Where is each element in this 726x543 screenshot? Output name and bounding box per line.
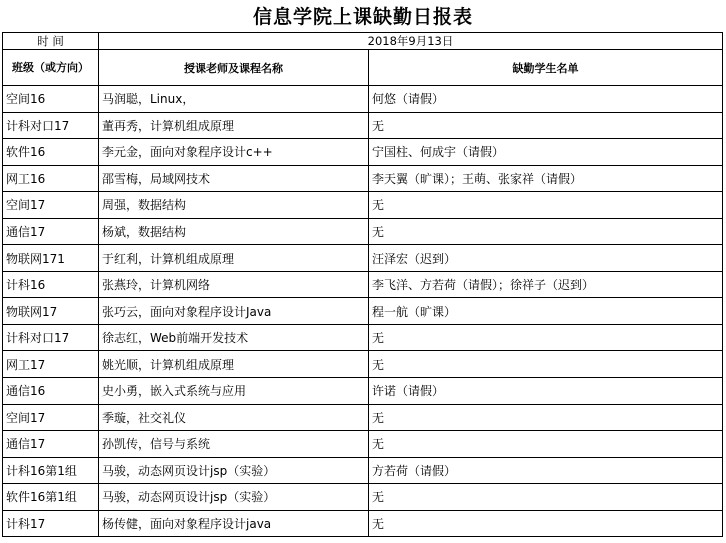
course-cell: 马润聪，Linux， <box>99 86 369 113</box>
absent-cell: 无 <box>369 192 723 219</box>
class-cell: 软件16 <box>3 139 99 166</box>
table-row <box>3 324 723 351</box>
class-cell: 通信17 <box>3 218 99 245</box>
table-row <box>3 218 723 245</box>
course-header: 授课老师及课程名称 <box>99 50 369 86</box>
course-cell: 季璇，社交礼仪 <box>99 404 369 431</box>
absent-cell: 程一航（旷课） <box>369 298 723 325</box>
absent-cell: 方若荷（请假） <box>369 457 723 484</box>
course-cell: 史小勇，嵌入式系统与应用 <box>99 378 369 405</box>
course-cell: 徐志红，Web前端开发技术 <box>99 324 369 351</box>
date-row <box>3 33 723 50</box>
absent-cell: 汪泽宏（迟到） <box>369 245 723 272</box>
course-cell: 董再秀，计算机组成原理 <box>99 112 369 139</box>
table-row <box>3 484 723 511</box>
table-row <box>3 431 723 458</box>
absent-cell: 李飞洋、方若荷（请假）；徐祥子（迟到） <box>369 271 723 298</box>
table-row <box>3 510 723 537</box>
table-row <box>3 112 723 139</box>
class-cell: 通信17 <box>3 431 99 458</box>
table-row <box>3 351 723 378</box>
class-cell: 计科16 <box>3 271 99 298</box>
report-date: 2018年9月13日 <box>99 33 723 50</box>
absence-table <box>2 32 723 537</box>
course-cell: 周强，数据结构 <box>99 192 369 219</box>
table-row <box>3 298 723 325</box>
table-row <box>3 192 723 219</box>
course-cell: 马骏，动态网页设计jsp（实验） <box>99 457 369 484</box>
course-cell: 杨传健，面向对象程序设计java <box>99 510 369 537</box>
absent-header: 缺勤学生名单 <box>369 50 723 86</box>
table-row <box>3 457 723 484</box>
absent-cell: 无 <box>369 404 723 431</box>
absent-cell: 何悠（请假） <box>369 86 723 113</box>
class-cell: 物联网17 <box>3 298 99 325</box>
absent-cell: 无 <box>369 431 723 458</box>
course-cell: 杨斌，数据结构 <box>99 218 369 245</box>
class-cell: 计科17 <box>3 510 99 537</box>
absent-cell: 无 <box>369 510 723 537</box>
absent-cell: 无 <box>369 112 723 139</box>
class-cell: 物联网171 <box>3 245 99 272</box>
table-row <box>3 378 723 405</box>
course-cell: 邵雪梅，局域网技术 <box>99 165 369 192</box>
time-label: 时 间 <box>3 33 99 50</box>
class-cell: 空间17 <box>3 404 99 431</box>
class-cell: 计科对口17 <box>3 324 99 351</box>
absent-cell: 无 <box>369 218 723 245</box>
table-row <box>3 404 723 431</box>
course-cell: 李元金，面向对象程序设计c++ <box>99 139 369 166</box>
course-cell: 张巧云，面向对象程序设计Java <box>99 298 369 325</box>
table-row <box>3 86 723 113</box>
course-cell: 张燕玲，计算机网络 <box>99 271 369 298</box>
class-cell: 计科对口17 <box>3 112 99 139</box>
course-cell: 姚光顺，计算机组成原理 <box>99 351 369 378</box>
course-cell: 马骏，动态网页设计jsp（实验） <box>99 484 369 511</box>
class-cell: 计科16第1组 <box>3 457 99 484</box>
absent-cell: 宁国柱、何成宇（请假） <box>369 139 723 166</box>
table-row <box>3 245 723 272</box>
class-cell: 软件16第1组 <box>3 484 99 511</box>
class-cell: 网工16 <box>3 165 99 192</box>
class-cell: 通信16 <box>3 378 99 405</box>
absent-cell: 无 <box>369 351 723 378</box>
class-cell: 网工17 <box>3 351 99 378</box>
header-row <box>3 50 723 86</box>
report-title: 信息学院上课缺勤日报表 <box>252 6 473 28</box>
absent-cell: 无 <box>369 484 723 511</box>
absent-cell: 无 <box>369 324 723 351</box>
table-row <box>3 139 723 166</box>
table-row <box>3 271 723 298</box>
class-cell: 空间17 <box>3 192 99 219</box>
table-row <box>3 165 723 192</box>
absent-cell: 许诺（请假） <box>369 378 723 405</box>
course-cell: 孙凯传，信号与系统 <box>99 431 369 458</box>
course-cell: 于红利，计算机组成原理 <box>99 245 369 272</box>
class-cell: 空间16 <box>3 86 99 113</box>
absent-cell: 李天翼（旷课）；王萌、张家祥（请假） <box>369 165 723 192</box>
class-header: 班级（或方向） <box>3 50 99 86</box>
